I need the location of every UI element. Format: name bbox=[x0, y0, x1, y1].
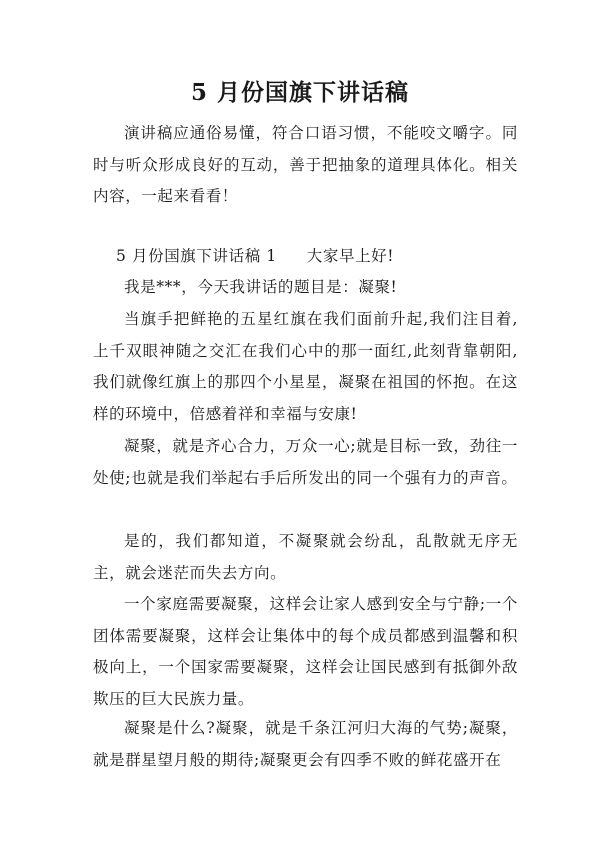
body-paragraph: 我是***，今天我讲话的题目是：凝聚! bbox=[124, 278, 398, 296]
body-paragraph: 是的，我们都知道，不凝聚就会纷乱，乱散就无序无主，就会迷茫而失去方向。 bbox=[93, 532, 518, 582]
body-paragraph: 凝聚是什么?凝聚，就是千条江河归大海的气势;凝聚，就是群星望月般的期待;凝聚更会有四季不败的鲜花盛开在 bbox=[93, 719, 518, 769]
body-paragraph: 当旗手把鲜艳的五星红旗在我们面前升起,我们注目着,上千双眼神随之交汇在我们心中的那一面红,此刻背靠朝阳,我们就像红旗上的那四个小星星，凝聚在祖国的怀抱。在这样的环境中，倍感着祥和幸福与安康! bbox=[93, 310, 518, 423]
section-heading bbox=[116, 241, 394, 272]
document-title: 5 月份国旗下讲话稿 bbox=[190, 79, 409, 106]
section-title: 5 月份国旗下讲话稿 1 bbox=[116, 247, 277, 265]
greeting: 大家早上好! bbox=[306, 247, 395, 265]
body-paragraph: 凝聚，就是齐心合力，万众一心;就是目标一致，劲往一处使;也就是我们举起右手后所发出的同一个强有力的声音。 bbox=[93, 437, 518, 487]
intro-paragraph: 演讲稿应通俗易懂，符合口语习惯，不能咬文嚼字。同时与听众形成良好的互动，善于把抽象的道理具体化。相关内容，一起来看看！ bbox=[93, 124, 518, 205]
body-paragraph: 一个家庭需要凝聚，这样会让家人感到安全与宁静;一个团体需要凝聚，这样会让集体中的每个成员都感到温馨和积极向上，一个国家需要凝聚，这样会让国民感到有抵御外敌欺压的巨大民族力量。 bbox=[93, 595, 518, 708]
